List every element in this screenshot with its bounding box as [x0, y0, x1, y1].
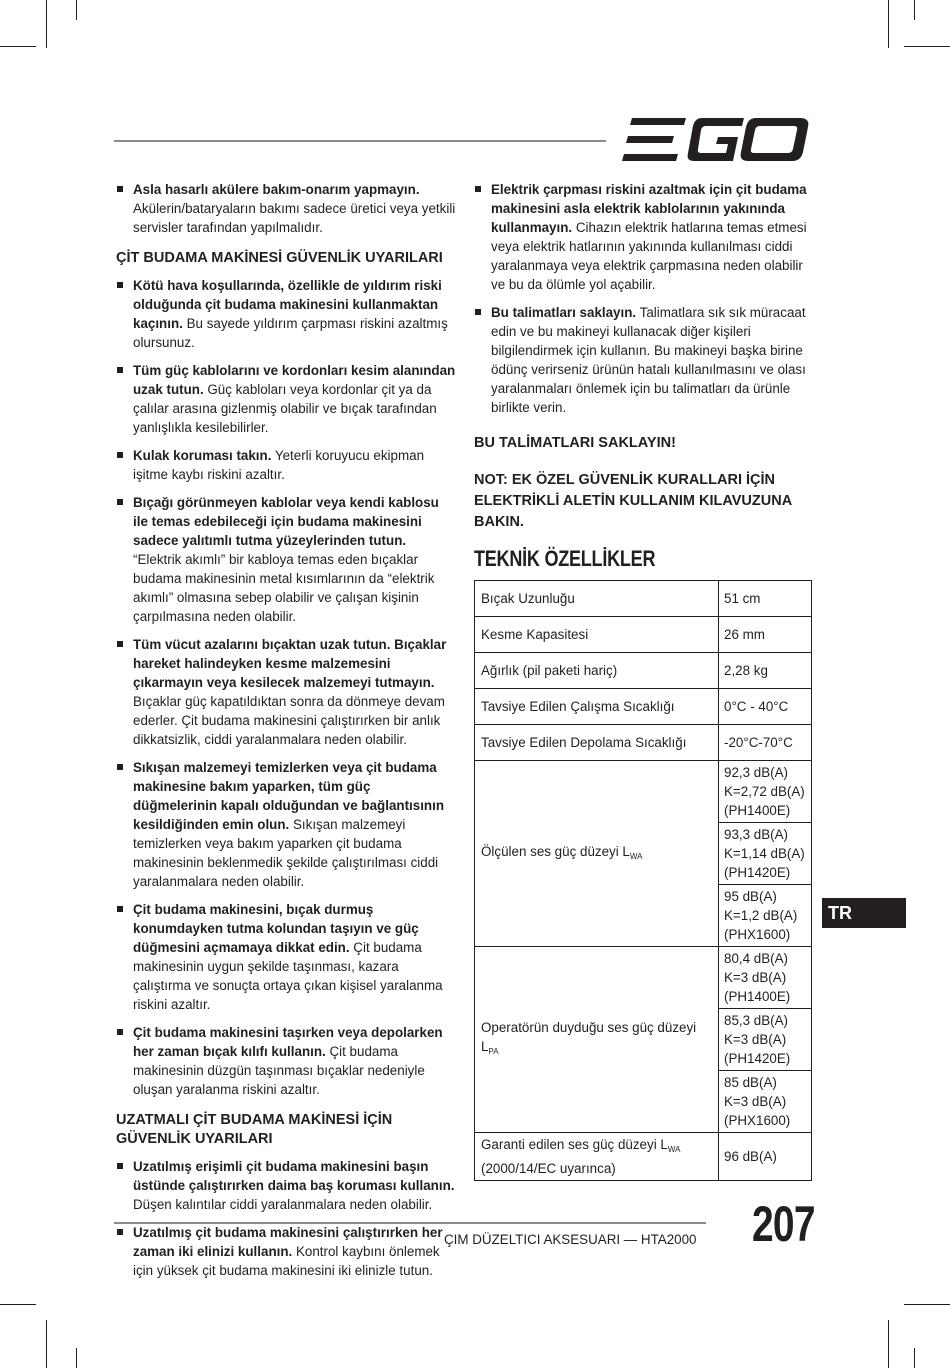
bullet-bold: Çit budama makinesini taşırken veya depolarken her zaman bıçak kılıfı kullanın. — [133, 1025, 443, 1059]
bullet-square-icon — [475, 186, 481, 192]
spec-label: Bıçak Uzunluğu — [475, 581, 719, 617]
bullet-text: Sıkışan malzemeyi temizlerken veya bakım yaparken çit budama makinesinin beklenmedik şekilde çalıştırılması ciddi yaralanmalara neden olabilir. — [133, 817, 439, 889]
bullet-text: “Elektrik akımlı” bir kabloya temas eden bıçaklar budama makinesinin metal kısımlarının da “elektrik akımlı” olmasına sebep olabilir ve çalışan kişinin çarpılmasına neden olabilir. — [133, 552, 435, 624]
value-line: K=3 dB(A) — [724, 1032, 787, 1047]
value-line: (PH1400E) — [724, 989, 791, 1004]
bullet-text: Güç kabloları veya kordonlar çit ya da çalılar arasına gizlenmiş olabilir ve bıçak tarafından yanlışlıkla kesilebilirler. — [133, 382, 437, 435]
bullet-bold: Çit budama makinesini, bıçak durmuş konumdayken tutma kolundan taşıyın ve güç düğmesini açmamaya dikkat edin. — [133, 902, 419, 955]
crop-mark — [46, 0, 47, 48]
list-item — [116, 1157, 456, 1214]
value-line: K=3 dB(A) — [724, 1094, 787, 1109]
spec-label-subscript: PA — [488, 1047, 499, 1056]
crop-mark — [76, 0, 77, 20]
bullet-square-icon — [117, 906, 123, 912]
spec-value — [719, 947, 812, 1009]
list-item — [116, 493, 456, 626]
spec-value — [719, 761, 812, 823]
value-line: K=1,2 dB(A) — [724, 908, 798, 923]
bullet-bold: Uzatılmış çit budama makinesini çalıştırırken her zaman iki elinizi kullanın. — [133, 1225, 443, 1259]
bullet-square-icon — [117, 1229, 123, 1235]
table-row — [475, 761, 812, 823]
bullet-square-icon — [117, 1029, 123, 1035]
table-row — [475, 653, 812, 689]
note-heading: NOT: EK ÖZEL GÜVENLİK KURALLARI İÇİN ELEKTRİKLİ ALETİN KULLANIM KILAVUZUNA BAKIN. — [474, 472, 792, 530]
spec-value — [719, 1071, 812, 1133]
save-instructions-heading: BU TALİMATLARI SAKLAYIN! — [474, 435, 676, 451]
crop-mark — [0, 1304, 36, 1305]
bullet-text: Bu sayede yıldırım çarpması riskini azaltmış olursunuz. — [133, 316, 448, 350]
list-item — [116, 635, 456, 749]
spec-value: 96 dB(A) — [719, 1133, 812, 1181]
bullet-square-icon — [117, 282, 123, 288]
bullet-square-icon — [117, 452, 123, 458]
bullet-bold: Uzatılmış erişimli çit budama makinesini başın üstünde çalıştırırken daima baş koruması kullanın. — [133, 1159, 455, 1193]
right-column — [474, 180, 812, 1181]
crop-mark — [76, 1348, 77, 1368]
bullet-square-icon — [475, 309, 481, 315]
value-line: 95 dB(A) — [724, 889, 777, 904]
spec-value: 26 mm — [719, 617, 812, 653]
spec-label: Ağırlık (pil paketi hariç) — [475, 653, 719, 689]
crop-mark — [46, 1320, 47, 1368]
ego-logo — [622, 118, 810, 162]
value-line: 80,4 dB(A) — [724, 951, 789, 966]
spec-label — [475, 1133, 719, 1181]
crop-mark — [914, 1348, 915, 1368]
bullet-square-icon — [117, 499, 123, 505]
list-item — [116, 180, 456, 237]
list-item — [474, 180, 812, 294]
spec-label — [475, 947, 719, 1133]
bullet-bold: Bıçağı görünmeyen kablolar veya kendi kablosu ile temas edebileceği için budama makinesini sadece yalıtımlı tutma yüzeylerinden tutun. — [133, 495, 439, 548]
bullet-square-icon — [117, 764, 123, 770]
spec-value — [719, 823, 812, 885]
footer-rule — [114, 1222, 706, 1224]
bullet-bold: Kötü hava koşullarında, özellikle de yıldırım riski olduğunda çit budama makinesini kullanmaktan kaçının. — [133, 278, 442, 331]
spec-label-text: Operatörün duyduğu ses güç düzeyi L — [481, 1020, 697, 1054]
spec-value — [719, 885, 812, 947]
crop-mark — [0, 46, 36, 47]
bullet-bold: Tüm güç kablolarını ve kordonları kesim alanından uzak tutun. — [133, 363, 456, 397]
table-row — [475, 617, 812, 653]
left-column — [116, 180, 456, 1289]
section-heading: UZATMALI ÇİT BUDAMA MAKİNESİ İÇİN GÜVENLİK UYARILARI — [116, 1112, 393, 1147]
spec-label: Tavsiye Edilen Depolama Sıcaklığı — [475, 725, 719, 761]
value-line: 85 dB(A) — [724, 1075, 777, 1090]
spec-label — [475, 761, 719, 947]
list-item — [116, 758, 456, 891]
table-row — [475, 725, 812, 761]
section-heading: ÇİT BUDAMA MAKİNESİ GÜVENLİK UYARILARI — [116, 250, 443, 266]
crop-mark — [904, 46, 950, 47]
bullet-square-icon — [117, 641, 123, 647]
table-row — [475, 581, 812, 617]
table-row — [475, 947, 812, 1009]
bullet-square-icon — [117, 1163, 123, 1169]
bullet-text: Çit budama makinesinin düzgün taşınması bıçaklar nedeniyle oluşan yaralanma riskini azaltır. — [133, 1044, 425, 1097]
bullet-text: Akülerin/bataryaların bakımı sadece üretici veya yetkili servisler tarafından yapılmalıdır. — [133, 201, 456, 235]
tech-specs-title: TEKNİK ÖZELLİKLER — [474, 546, 656, 571]
spec-table — [474, 580, 812, 1181]
list-item — [474, 303, 812, 417]
spec-label-subscript: WA — [629, 851, 643, 861]
header-rule — [114, 140, 606, 142]
footer-text: ÇIM DÜZELTICI AKSESUARI — HTA2000 — [444, 1232, 697, 1247]
crop-mark — [914, 0, 915, 20]
bullet-bold: Elektrik çarpması riskini azaltmak için çit budama makinesini asla elektrik kablolarının yakınında kullanmayın. — [491, 182, 807, 235]
page-number: 207 — [752, 1196, 815, 1252]
bullet-text: Bıçaklar güç kapatıldıktan sonra da dönmeye devam ederler. Çit budama makinesini çalıştırırken bir anlık dikkatsizlik, ciddi yaralanmalara neden olabilir. — [133, 694, 445, 747]
spec-value: 2,28 kg — [719, 653, 812, 689]
list-item — [116, 1023, 456, 1099]
bullet-bold: Bu talimatları saklayın. — [491, 305, 637, 320]
bullet-bold: Kulak koruması takın. — [133, 448, 272, 463]
bullet-text: Kontrol kaybını önlemek için yüksek çit budama makinesini iki elinizle tutun. — [133, 1244, 440, 1278]
table-row — [475, 1133, 812, 1181]
value-line: K=3 dB(A) — [724, 970, 787, 985]
crop-mark — [904, 1304, 950, 1305]
value-line: 93,3 dB(A) — [724, 827, 789, 842]
list-item — [116, 446, 456, 484]
bullet-bold: Tüm vücut azalarını bıçaktan uzak tutun. Bıçaklar hareket halindeyken kesme malzemesini çıkarmayın veya kesilecek malzemeyi tutmayın. — [133, 637, 447, 690]
spec-label-text: Garanti edilen ses güç düzeyi L — [481, 1137, 668, 1152]
value-line: (PHX1600) — [724, 1113, 791, 1128]
value-line: (PHX1600) — [724, 927, 791, 942]
value-line: 92,3 dB(A) — [724, 765, 789, 780]
list-item — [116, 900, 456, 1014]
spec-label: Tavsiye Edilen Çalışma Sıcaklığı — [475, 689, 719, 725]
bullet-text: Düşen kalıntılar ciddi yaralanmalara neden olabilir. — [133, 1197, 433, 1212]
spec-label-text: Ölçülen ses güç düzeyi L — [481, 843, 630, 859]
value-line: 85,3 dB(A) — [724, 1013, 789, 1028]
bullet-text: Yeterli koruyucu ekipman işitme kaybı riskini azaltır. — [133, 448, 425, 482]
spec-value: 51 cm — [719, 581, 812, 617]
bullet-text: Talimatlara sık sık müracaat edin ve bu makineyi kullanacak diğer kişileri bilgilendirmek için kullanın. Bu makineyi başka birine ödünç verirseniz ürünün hatalı kullanılmasını ve olası yaralanmaları önlemek için bu talimatları da ürünle birlikte verin. — [491, 305, 806, 415]
list-item — [116, 276, 456, 352]
bullet-text: Çit budama makinesinin uygun şekilde taşınması, kazara çalıştırma ve sonuçta ortaya çıkan kişisel yaralanma riskini azaltır. — [133, 940, 443, 1012]
spec-label-subscript: WA — [667, 1145, 681, 1154]
list-item — [116, 1223, 456, 1280]
value-line: (PH1400E) — [724, 803, 791, 818]
spec-label-text: (2000/14/EC uyarınca) — [481, 1161, 616, 1176]
value-line: K=2,72 dB(A) — [724, 784, 805, 799]
spec-value — [719, 1009, 812, 1071]
spec-value: -20°C-70°C — [719, 725, 812, 761]
crop-mark — [888, 0, 889, 48]
spec-label: Kesme Kapasitesi — [475, 617, 719, 653]
list-item — [116, 361, 456, 437]
value-line: (PH1420E) — [724, 1051, 791, 1066]
value-line: K=1,14 dB(A) — [724, 846, 805, 861]
bullet-text: Cihazın elektrik hatlarına temas etmesi veya elektrik hatlarının yakınında kullanılması ciddi yaralanmaya veya elektrik çarpmasına neden olabilir ve bu da ölümle yol açabilir. — [491, 220, 807, 292]
spec-value: 0°C - 40°C — [719, 689, 812, 725]
table-row — [475, 689, 812, 725]
bullet-bold: Asla hasarlı akülere bakım-onarım yapmayın. — [133, 182, 420, 197]
bullet-bold: Sıkışan malzemeyi temizlerken veya çit budama makinesine bakım yaparken, tüm güç düğmelerinin kapalı olduğundan ve bağlantısının kesildiğinden emin olun. — [133, 760, 444, 832]
value-line: (PH1420E) — [724, 865, 791, 880]
language-tab: TR — [822, 898, 906, 928]
crop-mark — [888, 1320, 889, 1368]
bullet-square-icon — [117, 186, 123, 192]
bullet-square-icon — [117, 367, 123, 373]
